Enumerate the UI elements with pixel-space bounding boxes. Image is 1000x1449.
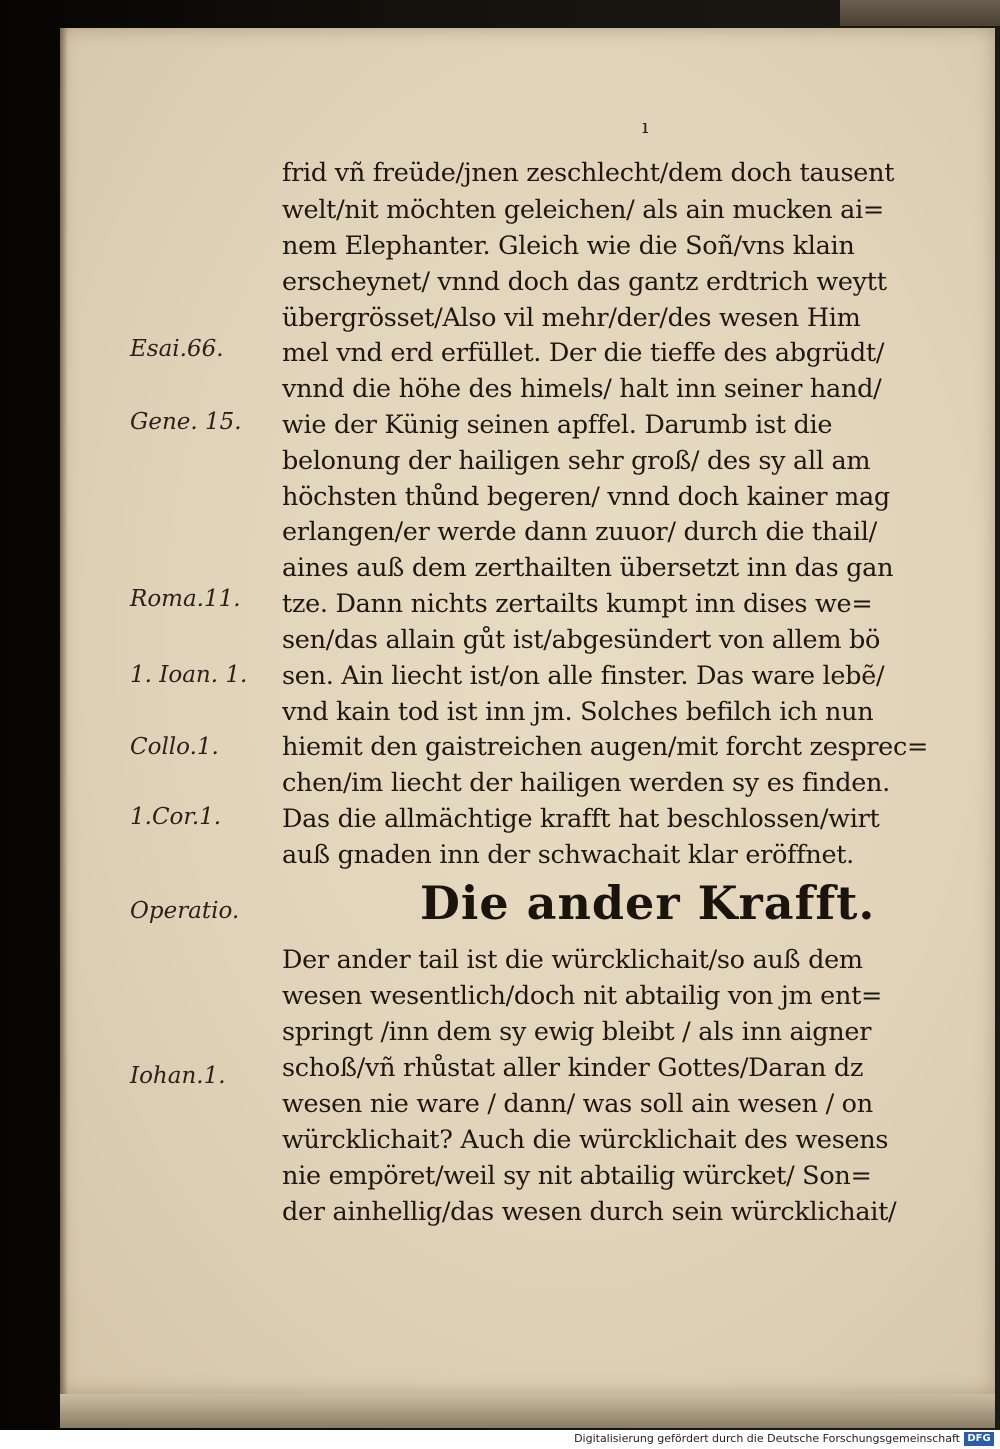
margin-note-esai: Esai.66. <box>130 336 224 362</box>
body-line-6: mel vnd erd erfüllet. Der die tieffe des abgrüdt/ <box>282 338 885 368</box>
body-line-5: übergrösset/Also vil mehr/der/des wesen Him <box>282 303 861 333</box>
body-line-15: sen. Ain liecht ist/on alle finster. Das ware lebẽ/ <box>282 661 885 691</box>
body-line-17: hiemit den gaistreichen augen/mit forcht zesprec= <box>282 732 929 762</box>
body-line-3: nem Elephanter. Gleich wie die Soñ/vns klain <box>282 231 855 261</box>
body-line-11: erlangen/er werde dann zuuor/ durch die thail/ <box>282 517 877 547</box>
body-line-1: frid vñ freüde/jnen zeschlecht/dem doch tausent <box>282 158 895 188</box>
page-bottom-edge <box>60 1394 995 1428</box>
margin-note-cor: 1.Cor.1. <box>130 804 222 830</box>
section-line-7: nie empöret/weil sy nit abtailig würcket/ Son= <box>282 1161 872 1191</box>
body-line-2: welt/nit möchten geleichen/ als ain mucken ai= <box>282 195 884 225</box>
body-line-4: erscheynet/ vnnd doch das gantz erdtrich weytt <box>282 267 887 297</box>
body-line-12: aines auß dem zerthailten übersetzt inn das gan <box>282 553 894 583</box>
margin-note-iohan: Iohan.1. <box>130 1063 226 1089</box>
scan-top-strip <box>840 0 1000 26</box>
body-line-10: höchsten thůnd begeren/ vnnd doch kainer mag <box>282 482 890 512</box>
margin-note-collo: Collo.1. <box>130 734 219 760</box>
section-line-6: würcklichait? Auch die würcklichait des wesens <box>282 1125 889 1155</box>
body-line-9: belonung der hailigen sehr groß/ des sy all am <box>282 446 871 476</box>
section-line-8: der ainhellig/das wesen durch sein würcklichait/ <box>282 1197 897 1227</box>
margin-note-roma: Roma.11. <box>130 586 241 612</box>
body-line-18: chen/im liecht der hailigen werden sy es finden. <box>282 768 890 798</box>
body-line-16: vnd kain tod ist inn jm. Solches befilch ich nun <box>282 697 874 727</box>
footer-credit: Digitalisierung gefördert durch die Deutsche Forschungsgemeinschaft <box>574 1432 960 1445</box>
section-line-4: schoß/vñ rhůstat aller kinder Gottes/Daran dz <box>282 1053 864 1083</box>
body-line-14: sen/das allain gůt ist/abgesündert von allem bö <box>282 625 881 655</box>
margin-note-gene: Gene. 15. <box>130 409 242 435</box>
margin-note-operatio: Operatio. <box>130 898 240 924</box>
section-line-5: wesen nie ware / dann/ was soll ain wesen / on <box>282 1089 873 1119</box>
section-line-2: wesen wesentlich/doch nit abtailig von jm ent= <box>282 981 883 1011</box>
section-heading: Die ander Krafft. <box>420 876 876 930</box>
page-gutter-shadow <box>60 28 68 1394</box>
body-line-8: wie der Künig seinen apffel. Darumb ist die <box>282 410 833 440</box>
body-line-19: Das die allmächtige krafft hat beschlossen/wirt <box>282 804 880 834</box>
body-line-13: tze. Dann nichts zertailts kumpt inn dises we= <box>282 589 873 619</box>
margin-note-ioan: 1. Ioan. 1. <box>130 662 248 688</box>
body-line-7: vnnd die höhe des himels/ halt inn seiner hand/ <box>282 374 882 404</box>
page-mark: ı <box>642 114 649 138</box>
section-line-1: Der ander tail ist die würcklichait/so auß dem <box>282 945 863 975</box>
section-line-3: springt /inn dem sy ewig bleibt / als inn aigner <box>282 1017 872 1047</box>
dfg-logo: DFG <box>964 1432 994 1446</box>
digitization-footer <box>0 1430 1000 1449</box>
body-line-20: auß gnaden inn der schwachait klar eröffnet. <box>282 840 854 870</box>
